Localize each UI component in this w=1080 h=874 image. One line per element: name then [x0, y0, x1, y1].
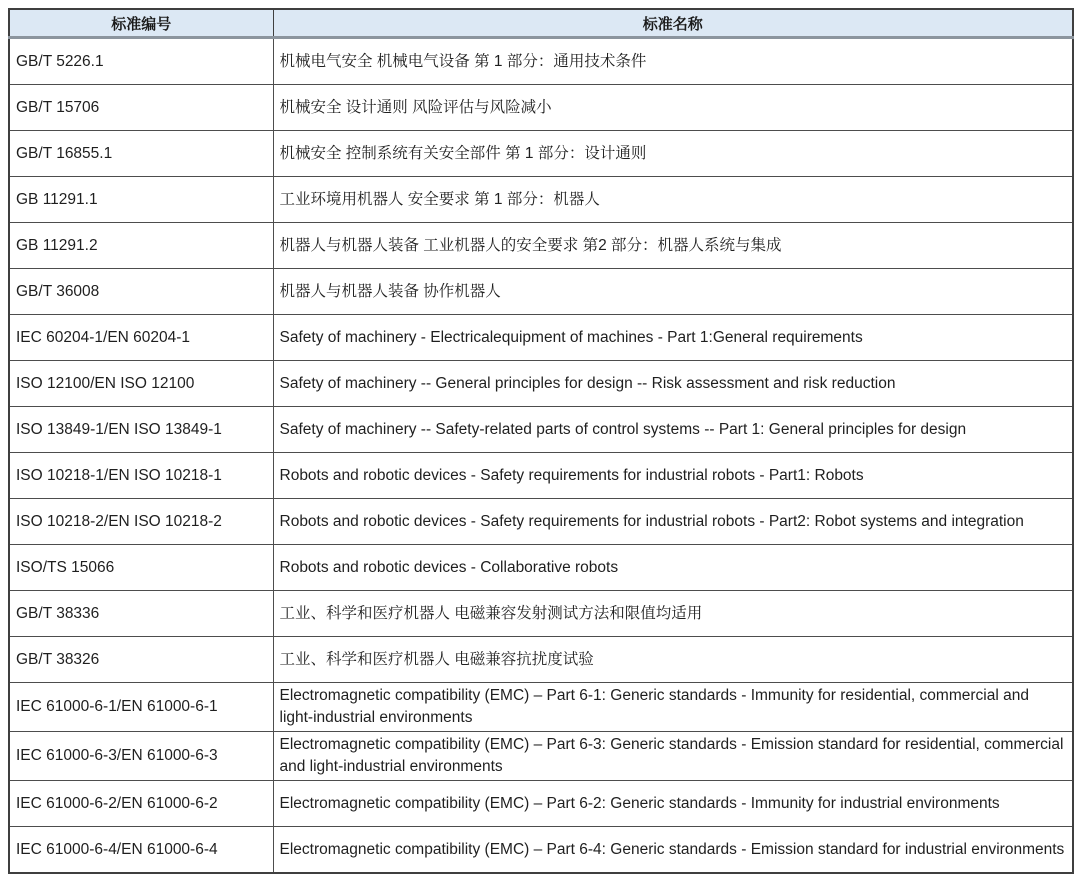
standard-number-cell: ISO 10218-2/EN ISO 10218-2 [9, 499, 273, 545]
standard-number-cell: IEC 61000-6-3/EN 61000-6-3 [9, 732, 273, 781]
standard-name-cell: Safety of machinery - Electricalequipment of machines - Part 1:General requirements [273, 315, 1073, 361]
standard-number-cell: GB/T 15706 [9, 85, 273, 131]
table-row [9, 453, 1073, 499]
standard-number-cell: ISO/TS 15066 [9, 545, 273, 591]
standard-name-cell: Safety of machinery -- Safety-related parts of control systems -- Part 1: General principles for design [273, 407, 1073, 453]
table-row [9, 177, 1073, 223]
standard-number-cell: GB/T 16855.1 [9, 131, 273, 177]
standard-number-cell: GB/T 38336 [9, 591, 273, 637]
standard-name-cell: 机械电气安全 机械电气设备 第 1 部分：通用技术条件 [273, 38, 1073, 85]
table-row [9, 361, 1073, 407]
table-row [9, 407, 1073, 453]
table-body [9, 38, 1073, 874]
table-row [9, 223, 1073, 269]
standard-number-cell: IEC 61000-6-2/EN 61000-6-2 [9, 781, 273, 827]
table-row [9, 545, 1073, 591]
standard-name-cell: Electromagnetic compatibility (EMC) – Part 6-4: Generic standards - Emission standard for industrial environments [273, 827, 1073, 874]
standard-name-cell: Safety of machinery -- General principles for design -- Risk assessment and risk reduction [273, 361, 1073, 407]
standard-number-cell: GB 11291.1 [9, 177, 273, 223]
standard-number-cell: IEC 61000-6-1/EN 61000-6-1 [9, 683, 273, 732]
standard-name-cell: 工业、科学和医疗机器人 电磁兼容发射测试方法和限值均适用 [273, 591, 1073, 637]
table-row [9, 591, 1073, 637]
standard-number-cell: GB/T 36008 [9, 269, 273, 315]
standard-number-cell: GB/T 5226.1 [9, 38, 273, 85]
table-row [9, 637, 1073, 683]
standard-number-cell: ISO 13849-1/EN ISO 13849-1 [9, 407, 273, 453]
table-row [9, 732, 1073, 781]
standard-number-cell: ISO 12100/EN ISO 12100 [9, 361, 273, 407]
standard-number-cell: ISO 10218-1/EN ISO 10218-1 [9, 453, 273, 499]
table-row [9, 269, 1073, 315]
standard-name-cell: 机械安全 设计通则 风险评估与风险减小 [273, 85, 1073, 131]
standard-number-cell: IEC 61000-6-4/EN 61000-6-4 [9, 827, 273, 874]
table-row [9, 827, 1073, 874]
standard-number-cell: GB 11291.2 [9, 223, 273, 269]
table-row [9, 683, 1073, 732]
table-row [9, 499, 1073, 545]
standard-name-cell: 机器人与机器人装备 工业机器人的安全要求 第2 部分：机器人系统与集成 [273, 223, 1073, 269]
column-header-standard-name: 标准名称 [273, 9, 1073, 38]
table-row [9, 85, 1073, 131]
standard-name-cell: Electromagnetic compatibility (EMC) – Part 6-1: Generic standards - Immunity for residential, commercial and light-industrial environments [273, 683, 1073, 732]
standard-name-cell: Electromagnetic compatibility (EMC) – Part 6-2: Generic standards - Immunity for industrial environments [273, 781, 1073, 827]
standard-number-cell: GB/T 38326 [9, 637, 273, 683]
table-row [9, 38, 1073, 85]
standard-name-cell: Robots and robotic devices - Safety requirements for industrial robots - Part2: Robot systems and integration [273, 499, 1073, 545]
standard-name-cell: Robots and robotic devices - Safety requirements for industrial robots - Part1: Robots [273, 453, 1073, 499]
standard-name-cell: 工业环境用机器人 安全要求 第 1 部分：机器人 [273, 177, 1073, 223]
table-header [9, 9, 1073, 38]
standard-number-cell: IEC 60204-1/EN 60204-1 [9, 315, 273, 361]
header-row [9, 9, 1073, 38]
standards-table [8, 8, 1074, 874]
table-row [9, 781, 1073, 827]
standard-name-cell: 机器人与机器人装备 协作机器人 [273, 269, 1073, 315]
table-row [9, 131, 1073, 177]
standard-name-cell: 工业、科学和医疗机器人 电磁兼容抗扰度试验 [273, 637, 1073, 683]
table-row [9, 315, 1073, 361]
column-header-standard-number: 标准编号 [9, 9, 273, 38]
standard-name-cell: 机械安全 控制系统有关安全部件 第 1 部分：设计通则 [273, 131, 1073, 177]
standard-name-cell: Electromagnetic compatibility (EMC) – Part 6-3: Generic standards - Emission standard for residential, commercial and light-industrial environments [273, 732, 1073, 781]
standard-name-cell: Robots and robotic devices - Collaborative robots [273, 545, 1073, 591]
